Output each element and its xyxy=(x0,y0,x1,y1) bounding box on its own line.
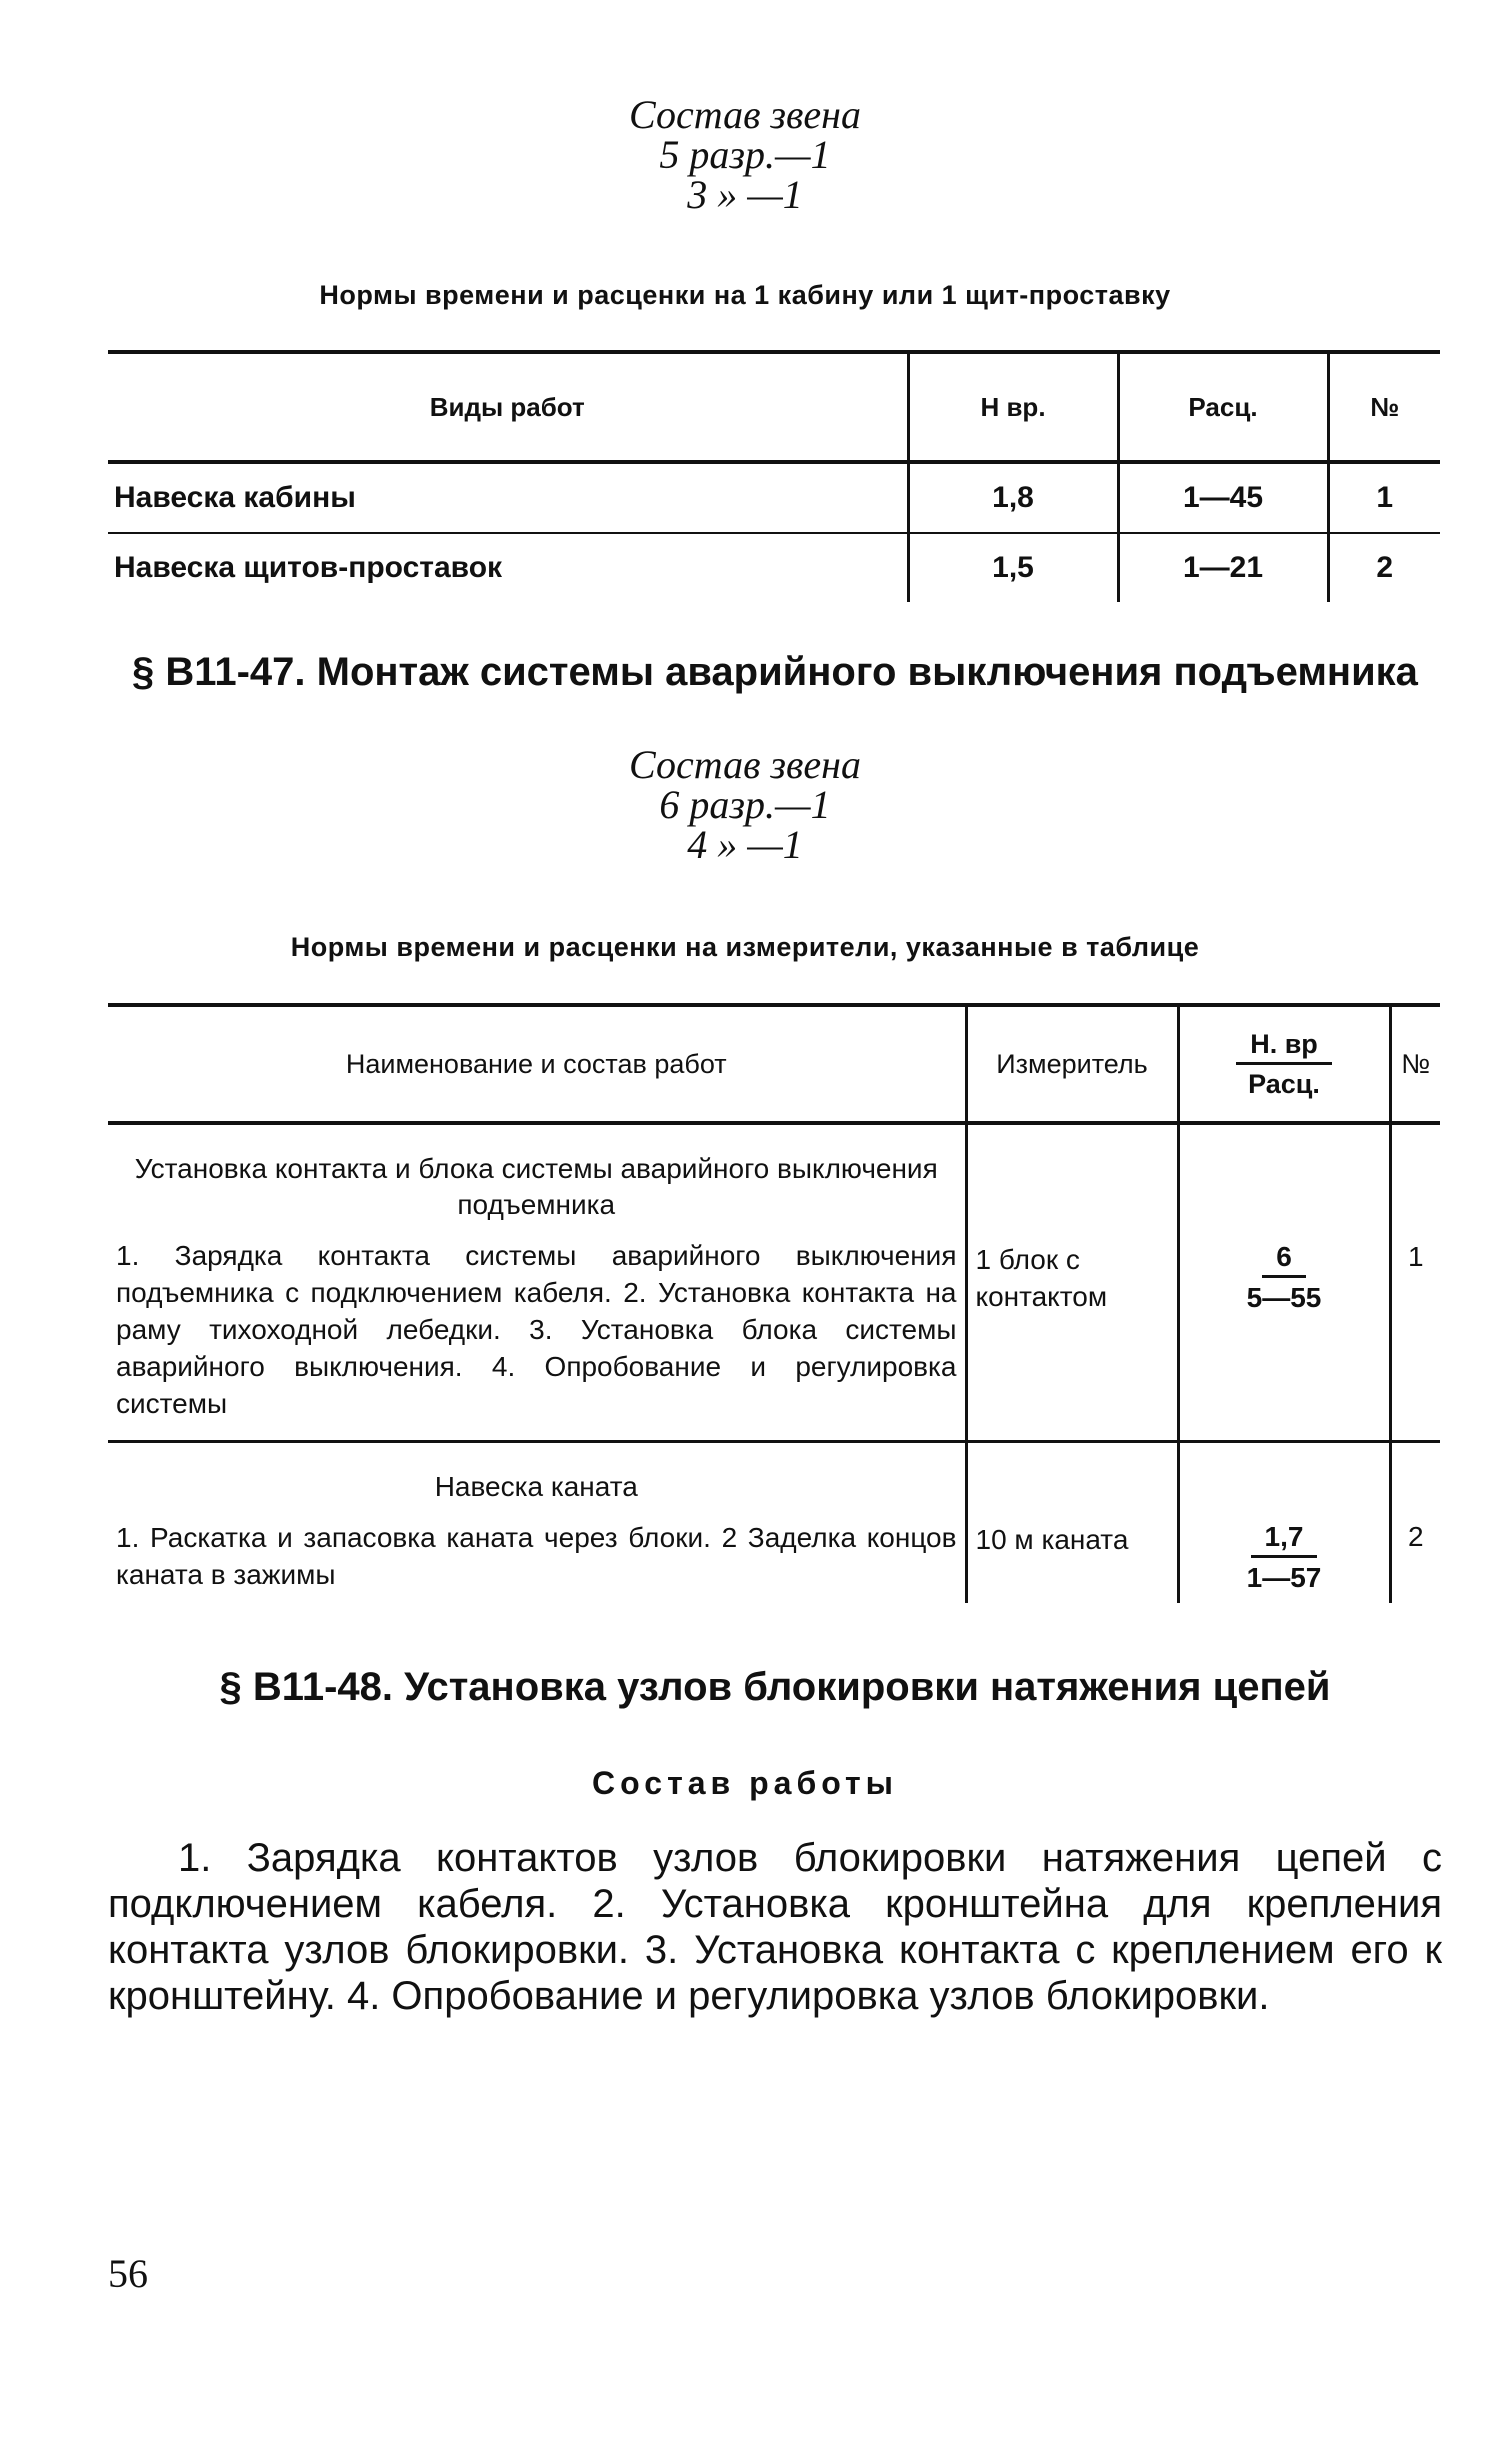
table-row xyxy=(108,462,1440,533)
section-48-title: § В11-48. Установка узлов блокировки натяжения цепей xyxy=(219,1665,1331,1709)
table-row xyxy=(108,533,1440,602)
column-header: Виды работ xyxy=(108,352,908,462)
table-header-row xyxy=(108,1005,1440,1123)
table-row xyxy=(108,1123,1440,1442)
crew-composition-2 xyxy=(0,742,1490,867)
column-header: № xyxy=(1328,352,1440,462)
column-header: Наименование и состав работ xyxy=(108,1005,966,1123)
row-number: 1 xyxy=(1328,462,1440,533)
table1-title: Нормы времени и расценки на 1 кабину или 1 щит-проставку xyxy=(319,280,1171,310)
column-header: Н вр. xyxy=(908,352,1118,462)
rate: 1—45 xyxy=(1118,462,1328,533)
row-number: 2 xyxy=(1328,533,1440,602)
composition-line: 6 разр.—1 xyxy=(659,782,831,827)
work-title: Навеска каната xyxy=(434,1471,638,1502)
norm-fraction xyxy=(1178,1123,1390,1442)
column-header: Измеритель xyxy=(966,1005,1178,1123)
fraction-numerator: 6 xyxy=(1262,1241,1306,1278)
table-row xyxy=(108,1442,1440,1604)
fraction-numerator: 1,7 xyxy=(1251,1521,1318,1558)
row-number: 2 xyxy=(1390,1442,1440,1604)
column-header: № xyxy=(1390,1005,1440,1123)
work-title: Установка контакта и блока системы аварийного выключения подъемника xyxy=(134,1153,938,1220)
work-name: Навеска щитов-проставок xyxy=(114,551,503,584)
section-47-title: § В11-47. Монтаж системы аварийного выключения подъемника xyxy=(132,650,1418,694)
page-number: 56 xyxy=(108,2251,148,2296)
crew-composition-1 xyxy=(0,92,1490,217)
composition-line: 3 » —1 xyxy=(687,172,803,217)
norms-table-2 xyxy=(108,1003,1440,1603)
table2-title: Нормы времени и расценки на измерители, указанные в таблице xyxy=(290,932,1200,962)
table-header-row xyxy=(108,352,1440,462)
work-cell xyxy=(108,1123,966,1442)
row-number: 1 xyxy=(1390,1123,1440,1442)
column-header-fraction xyxy=(1178,1005,1390,1123)
fraction-denominator: Расц. xyxy=(1248,1068,1320,1099)
work-description: 1. Раскатка и запасовка каната через блоки. 2 Заделка концов каната в зажимы xyxy=(116,1522,957,1590)
composition-title: Состав звена xyxy=(628,742,861,787)
composition-line: 5 разр.—1 xyxy=(659,132,831,177)
section-48-body: 1. Зарядка контактов узлов блокировки натяжения цепей с подключением кабеля. 2. Установка кронштейна для крепления контакта узлов блокировки. 3. Установка контакта с креплением его к кронштейну. 4. Опробование и регулировка узлов блокировки. xyxy=(108,1836,1442,2018)
norm-fraction xyxy=(1178,1442,1390,1604)
composition-line: 4 » —1 xyxy=(687,822,803,867)
rate: 1—21 xyxy=(1118,533,1328,602)
work-name: Навеска кабины xyxy=(108,462,908,533)
fraction-numerator: Н. вр xyxy=(1236,1029,1332,1065)
meter: 10 м каната xyxy=(966,1442,1178,1604)
fraction-denominator: 1—57 xyxy=(1246,1562,1322,1593)
time-norm: 1,5 xyxy=(908,533,1118,602)
time-norm: 1,8 xyxy=(908,462,1118,533)
meter: 1 блок с контактом xyxy=(966,1123,1178,1442)
composition-title: Состав звена xyxy=(628,92,861,137)
column-header: Расц. xyxy=(1118,352,1328,462)
norms-table-1 xyxy=(108,350,1440,602)
fraction-denominator: 5—55 xyxy=(1246,1282,1322,1313)
section-48-subtitle: Состав работы xyxy=(592,1765,898,1801)
work-description: 1. Зарядка контакта системы аварийного выключения подъемника с подключением кабеля. 2. Установка контакта на раму тихоходной лебедки. 3. Установка блока системы аварийного выключения. 4. Опробование и регулировка системы xyxy=(116,1240,957,1419)
work-cell xyxy=(108,1442,966,1604)
